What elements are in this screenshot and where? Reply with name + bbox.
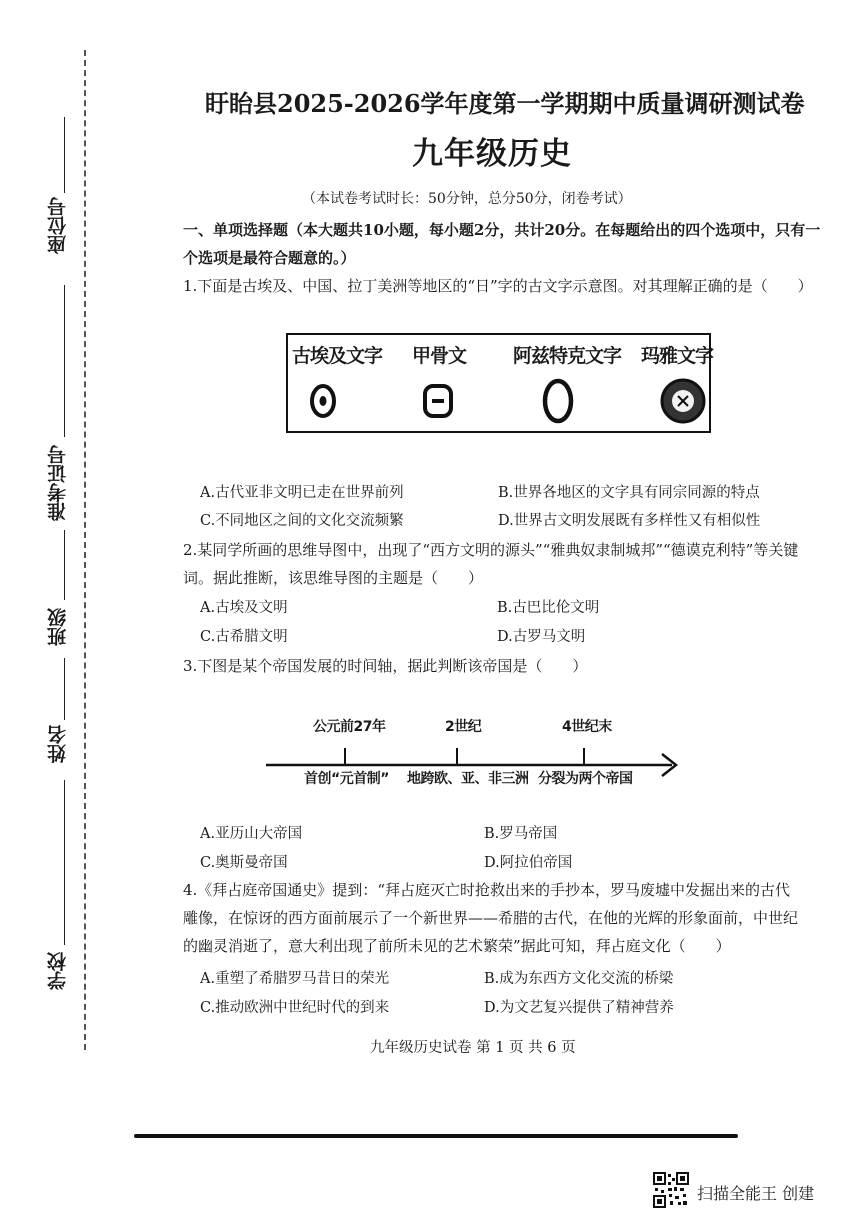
- q1-figure: [286, 333, 714, 433]
- timeline-bottom-3: 分裂为两个帝国: [538, 771, 633, 787]
- q4-option-d[interactable]: D.为文艺复兴提供了精神营养: [484, 1000, 674, 1016]
- scanner-watermark: 扫描全能王 创建: [697, 1184, 815, 1203]
- oracle-sun-glyph: [425, 386, 451, 416]
- question-3-stem: 3.下图是某个帝国发展的时间轴，据此判断该帝国是（ ）: [183, 657, 588, 675]
- sun-glyphs: [288, 335, 708, 430]
- exam-note: （本试卷考试时长：50分钟，总分50分，闭卷考试）: [302, 191, 632, 207]
- bottom-rule: [134, 1134, 738, 1138]
- q1-option-c[interactable]: C.不同地区之间的文化交流频繁: [200, 513, 404, 529]
- q3-option-b[interactable]: B.罗马帝国: [484, 826, 558, 842]
- q2-option-d[interactable]: D.古罗马文明: [497, 629, 586, 645]
- name-blank[interactable]: [64, 658, 65, 720]
- school-label: 学校: [47, 952, 69, 990]
- q1-option-b[interactable]: B.世界各地区的文字具有同宗同源的特点: [498, 485, 760, 501]
- q4-option-a[interactable]: A.重塑了希腊罗马昔日的荣光: [200, 971, 390, 987]
- class-blank[interactable]: [64, 530, 65, 600]
- q1-option-d[interactable]: D.世界古文明发展既有多样性又有相似性: [498, 513, 761, 529]
- q2-option-c[interactable]: C.古希腊文明: [200, 629, 288, 645]
- exam-no-blank[interactable]: [64, 285, 65, 437]
- q2-option-b[interactable]: B.古巴比伦文明: [497, 600, 600, 616]
- figure-label-egyptian: 古埃及文字: [292, 345, 383, 367]
- figure-label-oracle: 甲骨文: [412, 345, 467, 367]
- timeline-bottom-1: 首创“元首制”: [304, 771, 389, 787]
- question-4-stem: 4.《拜占庭帝国通史》提到：“拜占庭灭亡时抢救出来的手抄本，罗马废墟中发掘出来的古代雕像，在惊讶的西方面前展示了一个新世界——希腊的古代，在他的光辉的形象面前，中世纪的幽灵消逝了，意大利出现了前所未见的艺术繁荣”据此可知，拜占庭文化（ ）: [183, 881, 799, 955]
- figure-label-maya: 玛雅文字: [641, 345, 714, 367]
- question-2-stem: 2.某同学所画的思维导图中，出现了“西方文明的源头”“雅典奴隶制城邦”“德谟克利特”等关键词。据此推断，该思维导图的主题是（ ）: [183, 541, 799, 587]
- binding-dashed-line: [84, 50, 86, 1050]
- q4-option-c[interactable]: C.推动欧洲中世纪时代的到来: [200, 1000, 390, 1016]
- page-footer: 九年级历史试卷 第 1 页 共 6 页: [370, 1040, 576, 1056]
- figure-label-aztec: 阿兹特克文字: [513, 345, 622, 367]
- egyptian-sun-glyph: [312, 386, 334, 416]
- timeline-top-3: 4世纪末: [562, 719, 612, 735]
- q3-option-d[interactable]: D.阿拉伯帝国: [484, 855, 573, 871]
- class-label: 班级: [47, 608, 69, 646]
- aztec-sun-glyph: [545, 381, 571, 421]
- q3-option-c[interactable]: C.奥斯曼帝国: [200, 855, 288, 871]
- seat-label: 座位号: [47, 197, 69, 254]
- section-heading: 一、单项选择题（本大题共10小题，每小题2分，共计20分。在每题给出的四个选项中，只有一个选项是最符合题意的。）: [183, 221, 821, 267]
- qr-code-icon: [653, 1172, 689, 1208]
- q2-option-a[interactable]: A.古埃及文明: [200, 600, 288, 616]
- timeline-bottom-2: 地跨欧、亚、非三洲: [407, 771, 529, 787]
- question-1-stem: 1.下面是古埃及、中国、拉丁美洲等地区的“日”字的古文字示意图。对其理解正确的是（ ）: [183, 277, 813, 295]
- exam-no-label: 准考证号: [47, 445, 69, 521]
- q3-timeline: [260, 710, 690, 795]
- seat-blank[interactable]: [64, 117, 65, 193]
- maya-sun-glyph: [662, 380, 704, 422]
- q4-option-b[interactable]: B.成为东西方文化交流的桥梁: [484, 971, 674, 987]
- timeline-top-2: 2世纪: [445, 719, 482, 735]
- q3-option-a[interactable]: A.亚历山大帝国: [200, 826, 303, 842]
- q1-option-a[interactable]: A.古代亚非文明已走在世界前列: [200, 485, 404, 501]
- exam-title: 盱眙县2025-2026学年度第一学期期中质量调研测试卷: [205, 89, 805, 118]
- school-blank[interactable]: [64, 780, 65, 945]
- exam-subtitle: 九年级历史: [412, 136, 572, 172]
- timeline-top-1: 公元前27年: [313, 719, 386, 735]
- name-label: 姓名: [47, 725, 69, 763]
